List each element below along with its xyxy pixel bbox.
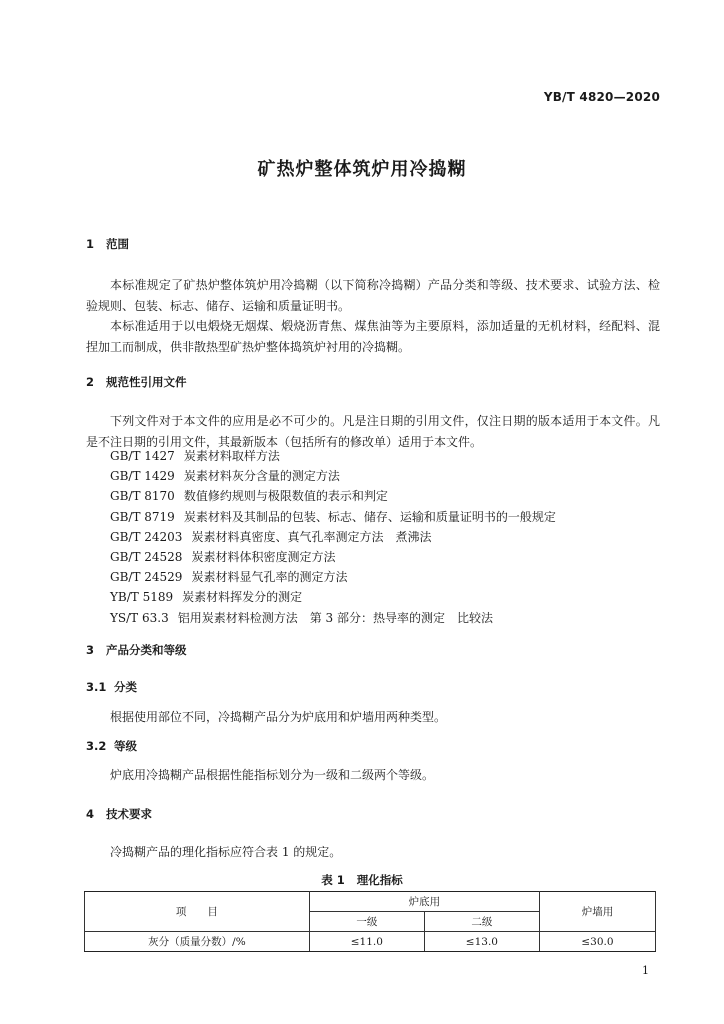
reference-item xyxy=(110,507,556,527)
classification-paragraph: 根据使用部位不同，冷捣糊产品分为炉底用和炉墙用两种类型。 xyxy=(110,710,447,724)
physicochemical-table xyxy=(84,891,656,952)
section-number: 2 xyxy=(86,375,95,389)
reference-title: 炭素材料真密度、真气孔率测定方法 煮沸法 xyxy=(191,529,432,544)
table-cell-grade-1: ≤11.0 xyxy=(309,932,424,952)
section-title: 等级 xyxy=(114,739,137,753)
reference-code: GB/T 1429 xyxy=(110,469,175,484)
section-title: 规范性引用文件 xyxy=(106,375,187,389)
reference-item xyxy=(110,567,556,587)
table-header-grade-2: 二级 xyxy=(424,912,539,932)
reference-code: GB/T 24529 xyxy=(110,570,183,585)
reference-item xyxy=(110,608,556,628)
section-number: 1 xyxy=(86,237,95,251)
table-row xyxy=(85,932,656,952)
table-header-grade-1: 一级 xyxy=(309,912,424,932)
reference-title: 炭素材料取样方法 xyxy=(183,449,280,463)
section-2-heading xyxy=(86,374,187,390)
section-3-2-heading xyxy=(86,738,137,754)
reference-title: 炭素材料体积密度测定方法 xyxy=(191,550,336,565)
section-title: 产品分类和等级 xyxy=(106,643,187,657)
table-header-furnace-bottom: 炉底用 xyxy=(309,892,539,912)
tech-requirements-paragraph: 冷捣糊产品的理化指标应符合表 1 的规定。 xyxy=(110,845,342,859)
reference-code: GB/T 8170 xyxy=(110,489,175,504)
reference-code: GB/T 1427 xyxy=(110,449,175,463)
reference-code: GB/T 8719 xyxy=(110,509,175,524)
page-number: 1 xyxy=(642,964,649,977)
reference-item xyxy=(110,486,556,506)
table-caption-title: 理化指标 xyxy=(356,873,403,887)
section-1-heading xyxy=(86,236,129,252)
scope-paragraph-1: 本标准规定了矿热炉整体筑炉用冷捣糊（以下简称冷捣糊）产品分类和等级、技术要求、试验方法、检验规则、包装、标志、储存、运输和质量证明书。 xyxy=(86,278,660,313)
normative-refs-intro: 下列文件对于本文件的应用是必不可少的。凡是注日期的引用文件，仅注日期的版本适用于本文件。凡是不注日期的引用文件，其最新版本（包括所有的修改单）适用于本文件。 xyxy=(86,414,660,449)
document-title: 矿热炉整体筑炉用冷捣糊 xyxy=(257,159,467,180)
table-cell-item: 灰分（质量分数）/% xyxy=(85,932,310,952)
reference-list xyxy=(110,446,556,628)
table-header-furnace-wall: 炉墙用 xyxy=(539,892,655,932)
document-code: YB/T 4820—2020 xyxy=(543,90,660,104)
section-number: 3 xyxy=(86,643,95,657)
section-4-heading xyxy=(86,806,152,822)
reference-code: YB/T 5189 xyxy=(110,590,174,605)
table-caption-number: 表 1 xyxy=(321,873,345,887)
reference-title: 炭素材料挥发分的测定 xyxy=(182,590,303,605)
table-caption xyxy=(0,872,724,888)
section-title: 技术要求 xyxy=(106,807,152,821)
reference-item xyxy=(110,527,556,547)
reference-title: 铝用炭素材料检测方法 第 3 部分：热导率的测定 比较法 xyxy=(177,610,494,625)
section-number: 3.2 xyxy=(86,739,107,753)
section-3-1-heading xyxy=(86,679,137,695)
table-cell-wall: ≤30.0 xyxy=(539,932,655,952)
reference-code: GB/T 24528 xyxy=(110,550,183,565)
reference-code: YS/T 63.3 xyxy=(110,610,169,625)
reference-code: GB/T 24203 xyxy=(110,529,183,544)
table-header-item: 项 目 xyxy=(85,892,310,932)
reference-title: 数值修约规则与极限数值的表示和判定 xyxy=(183,489,388,504)
section-3-heading xyxy=(86,642,187,658)
reference-item xyxy=(110,446,556,466)
section-number: 3.1 xyxy=(86,680,107,694)
reference-item xyxy=(110,466,556,486)
reference-item xyxy=(110,547,556,567)
reference-title: 炭素材料显气孔率的测定方法 xyxy=(191,570,348,585)
scope-paragraph-2: 本标准适用于以电煅烧无烟煤、煅烧沥青焦、煤焦油等为主要原料，添加适量的无机材料，经配料、混捏加工而制成，供非散热型矿热炉整体捣筑炉衬用的冷捣糊。 xyxy=(86,319,660,354)
reference-title: 炭素材料灰分含量的测定方法 xyxy=(183,469,340,484)
reference-item xyxy=(110,587,556,607)
grade-paragraph: 炉底用冷捣糊产品根据性能指标划分为一级和二级两个等级。 xyxy=(110,768,435,782)
section-title: 范围 xyxy=(106,237,129,251)
table-cell-grade-2: ≤13.0 xyxy=(424,932,539,952)
section-number: 4 xyxy=(86,807,95,821)
reference-title: 炭素材料及其制品的包装、标志、储存、运输和质量证明书的一般规定 xyxy=(183,509,556,524)
section-title: 分类 xyxy=(114,680,137,694)
